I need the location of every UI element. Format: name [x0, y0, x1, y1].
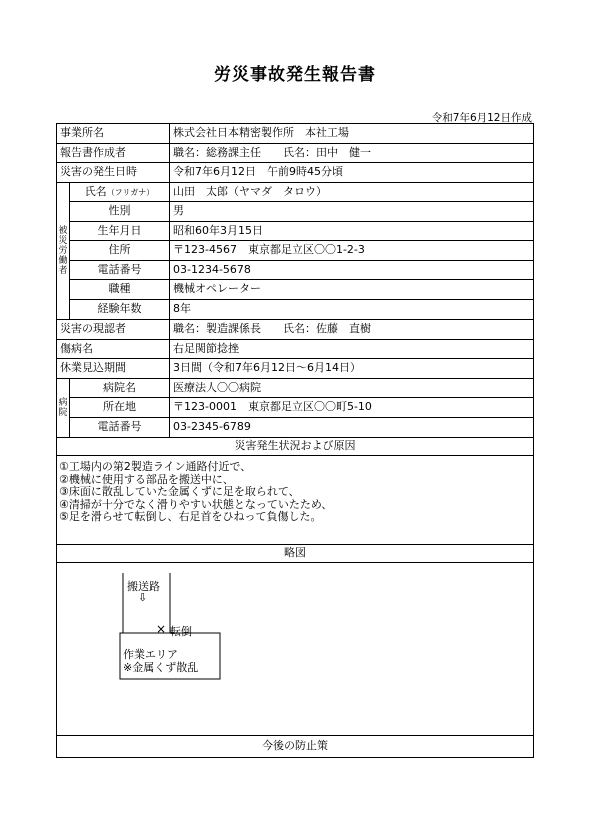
field-value: 8年 [173, 301, 191, 315]
hospital-section [57, 379, 533, 439]
table-row [57, 124, 533, 144]
document-title: 労災事故発生報告書 [214, 65, 376, 85]
field-label: 経験年数 [70, 300, 170, 320]
field-label: 報告書作成者 [57, 144, 170, 163]
causes-header: 災害発生状況および原因 [57, 438, 533, 456]
field-value: 3日間（令和7年6月12日～6月14日） [173, 361, 361, 374]
field-label: 傷病名 [57, 340, 170, 359]
table-row [70, 202, 533, 222]
field-value: 機械オペレーター [173, 282, 261, 295]
table-row [57, 340, 533, 360]
field-value: 医療法人〇〇病院 [173, 380, 261, 394]
field-value: 職名：総務課主任 氏名：田中 健一 [173, 145, 371, 159]
field-label: 電話番号 [70, 261, 170, 280]
field-label: 氏名（フリガナ） [70, 183, 170, 202]
sketch-header: 略図 [57, 545, 533, 563]
field-value: 〒123-4567 東京都足立区〇〇1-2-3 [173, 243, 365, 256]
sketch-area [57, 563, 533, 736]
field-value: 山田 太郎（ヤマダ タロウ） [173, 184, 327, 198]
victim-group-label: 被 災 労 働 者 [57, 183, 70, 320]
field-value: 03-2345-6789 [173, 419, 251, 433]
table-row [57, 359, 533, 379]
table-row [57, 163, 533, 183]
field-value: 03-1234-5678 [173, 262, 251, 276]
table-row [70, 261, 533, 281]
work-area-note: ※金属くず散乱 [123, 661, 199, 674]
field-label: 性別 [70, 202, 170, 221]
cause-line: ④清掃が十分でなく滑りやすい状態となっていたため、 [59, 497, 333, 511]
field-label: 住所 [70, 241, 170, 260]
table-row [57, 144, 533, 164]
down-arrow-icon: ⇩ [138, 591, 148, 604]
table-row [70, 300, 533, 320]
field-value: 男 [173, 204, 184, 217]
field-label: 事業所名 [57, 124, 170, 143]
cause-line: ①工場内の第2製造ライン通路付近で、 [59, 460, 252, 473]
path-label: 搬送路 [127, 580, 160, 593]
field-label: 電話番号 [70, 418, 170, 438]
table-row [70, 398, 533, 418]
field-label: 職種 [70, 280, 170, 299]
report-table [56, 123, 534, 758]
table-row [70, 241, 533, 261]
victim-section [57, 183, 533, 321]
fall-label: 転倒 [170, 625, 192, 638]
field-label: 休業見込期間 [57, 359, 170, 378]
work-area-label: 作業エリア [123, 648, 178, 661]
cause-line: ②機械に使用する部品を搬送中に、 [59, 472, 234, 486]
field-label: 病院名 [70, 379, 170, 398]
table-row [57, 320, 533, 340]
table-row [70, 418, 533, 438]
field-value: 昭和60年3月15日 [173, 223, 263, 237]
field-label: 生年月日 [70, 222, 170, 241]
field-value: 〒123-0001 東京都足立区〇〇町5-10 [173, 400, 372, 413]
field-label: 災害の現認者 [57, 320, 170, 339]
cause-line: ③床面に散乱していた金属くずに足を取られて、 [59, 485, 300, 498]
cause-line: ⑤足を滑らせて転倒し、右足首をひねって負傷した。 [59, 510, 322, 523]
prevention-header: 今後の防止策 [262, 739, 328, 752]
field-value: 株式会社日本精密製作所 本社工場 [173, 126, 349, 139]
field-label: 災害の発生日時 [57, 163, 170, 182]
field-value: 令和7年6月12日 午前9時45分頃 [173, 165, 343, 178]
field-value: 右足関節捻挫 [173, 341, 239, 355]
field-value: 職名：製造課係長 氏名：佐藤 直樹 [173, 322, 371, 335]
causes-text [57, 456, 533, 545]
table-row [70, 379, 533, 399]
table-row [70, 183, 533, 203]
table-row [70, 280, 533, 300]
field-label: 所在地 [70, 398, 170, 417]
fall-mark-icon: × [156, 622, 167, 636]
table-row [70, 222, 533, 242]
hospital-group-label: 病 院 [57, 379, 70, 438]
created-date: 令和7年6月12日作成 [431, 112, 532, 124]
